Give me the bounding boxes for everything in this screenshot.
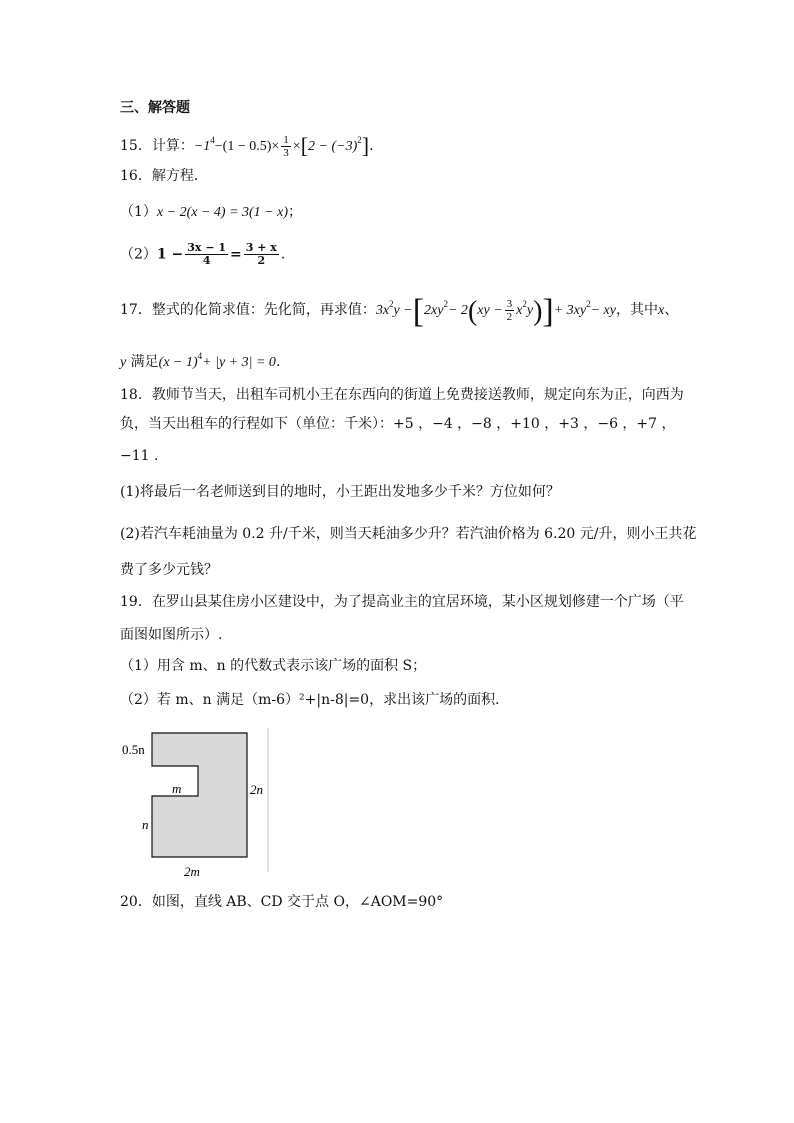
question-18-line-3: −11 . — [120, 448, 159, 464]
plaza-shape — [152, 733, 247, 857]
question-18-sub-2a: (2)若汽车耗油量为 0.2 升/千米，则当天耗油多少升？若汽油价格为 6.20 元/升，则小王共花 — [120, 526, 697, 542]
question-15: 15．计算：$-1^4-(1 - 0.5)\times$ $\frac{1}{3}$ $\times[2 - (-3)^2]$. — [120, 133, 374, 160]
q15-fraction: $\frac{1}{3}$ — [283, 134, 289, 160]
question-16-part-2: （2）1 − $\frac{3x - 1}{4}$ = $\frac{3 + x}{2}$ . — [120, 241, 286, 267]
question-16-part-1: （1）x − 2(x − 4) = 3(1 − x)； — [120, 204, 303, 220]
label-n: n — [142, 817, 149, 832]
question-20: 20．如图，直线 AB、CD 交于点 O，∠AOM=90° — [120, 894, 444, 910]
label-2n: 2n — [250, 782, 263, 797]
question-18-line-1: 18．教师节当天，出租车司机小王在东西向的街道上免费接送教师，规定向东为正，向西为 — [120, 387, 684, 403]
question-18-sub-1: (1)将最后一名老师送到目的地时，小王距出发地多少千米？方位如何？ — [120, 484, 560, 500]
question-17: 17．整式的化简求值：先化简，再求值：$3x^2y -[2xy^2- 2(xy$ − $\frac{3}{2}$ $x^2y)]+ 3xy^2-$ xy，其中x、 — [120, 293, 679, 330]
question-16: 16．解方程． — [120, 168, 208, 184]
label-m: m — [172, 781, 182, 796]
plaza-floor-plan-figure — [118, 726, 288, 886]
label-2m: 2m — [184, 864, 200, 879]
question-18-line-2: 负，当天出租车的行程如下（单位：千米）：+5 ，−4 ，−8 ，+10 ，+3 ，−6 ，+7 ， — [120, 416, 676, 432]
question-19-line-2: 面图如图所示）. — [120, 627, 223, 643]
question-19-sub-2: （2）若 m、n 满足（m-6）²+|n-8|=0，求出该广场的面积． — [120, 692, 510, 708]
label-0.5n: 0.5n — [122, 742, 145, 757]
q15-number: 15．计算： — [120, 138, 194, 154]
question-19-line-1: 19．在罗山县某住房小区建设中，为了提高业主的宜居环境，某小区规划修建一个广场（平 — [120, 594, 684, 610]
q15-expr: $-1^4-(1 - 0.5)\times$ $\frac{1}{3}$ $\times[2 - (-3)^2]$ — [193, 133, 370, 160]
question-19-sub-1: （1）用含 m、n 的代数式表示该广场的面积 S； — [120, 658, 427, 674]
question-17-condition: y 满足$(x - 1)^4+ |y + 3| = 0$. — [120, 351, 281, 370]
q17-expression: $3x^2y -[2xy^2- 2(xy$ − $\frac{3}{2}$ $x^2y)]+ 3xy^2-$ xy — [375, 293, 616, 330]
question-18-sub-2b: 费了多少元钱？ — [120, 562, 218, 578]
section-title: 三、解答题 — [120, 100, 190, 116]
